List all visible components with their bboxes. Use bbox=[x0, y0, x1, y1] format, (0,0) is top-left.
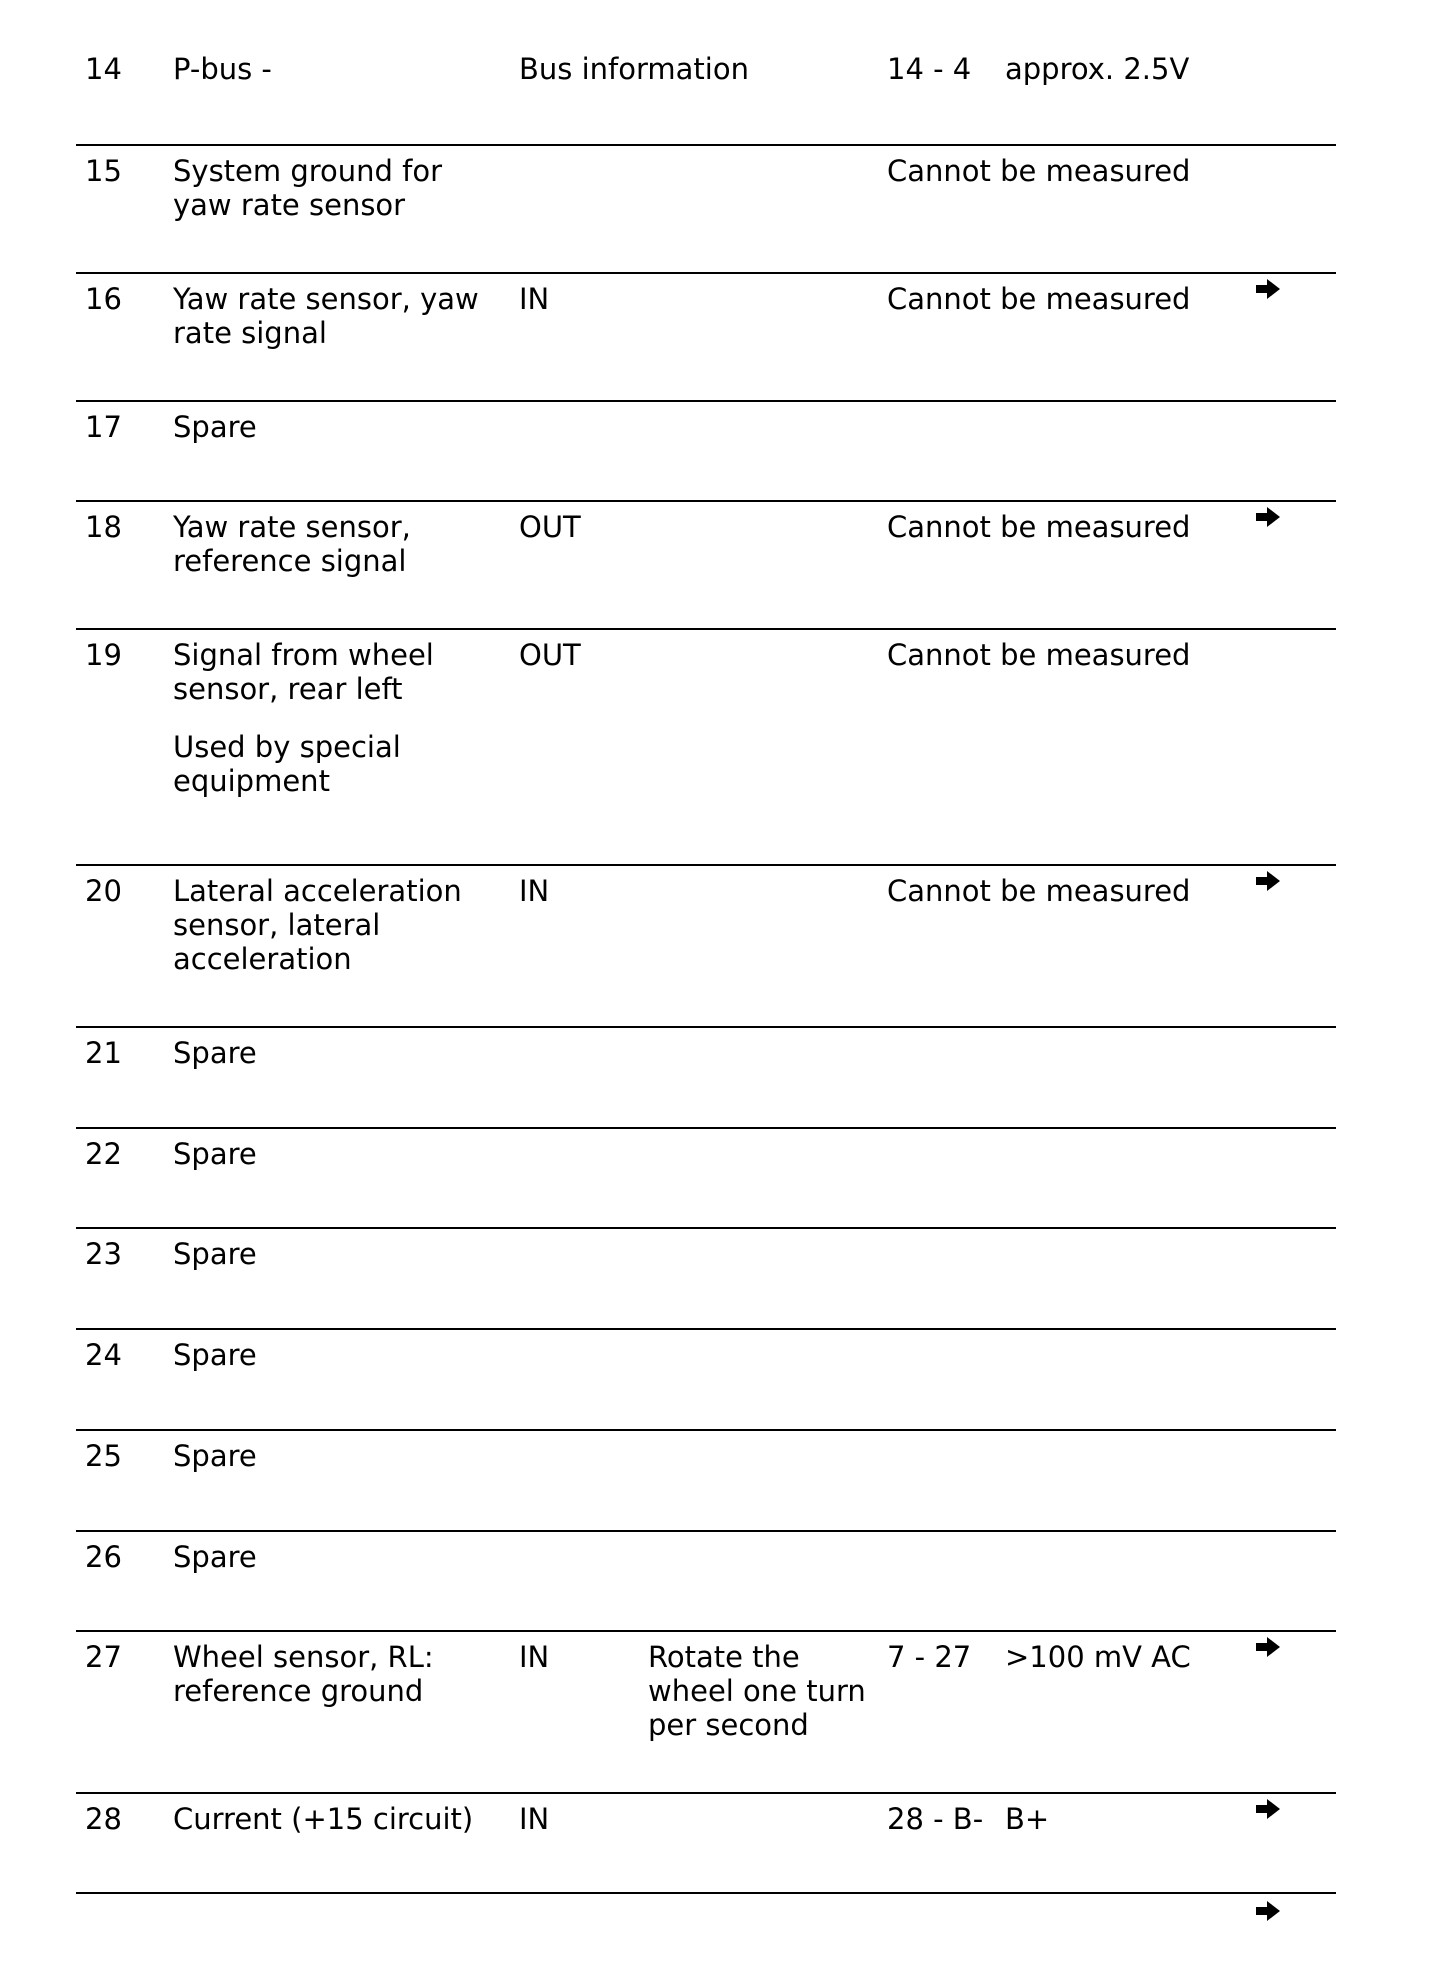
pin-number: 23 bbox=[85, 1237, 122, 1271]
pin-number: 28 bbox=[85, 1802, 122, 1836]
pin-description: Wheel sensor, RL: reference ground bbox=[173, 1640, 434, 1708]
measure-point: 28 - B- bbox=[887, 1802, 984, 1836]
table-row bbox=[76, 502, 1336, 630]
pin-description: P-bus - bbox=[173, 52, 272, 86]
pin-description: Spare bbox=[173, 1540, 257, 1574]
table-row bbox=[76, 146, 1336, 274]
table-row bbox=[76, 1330, 1336, 1431]
right-arrow-icon[interactable] bbox=[1254, 870, 1282, 892]
table-row bbox=[76, 1794, 1336, 1894]
measure-point: Cannot be measured bbox=[887, 874, 1191, 908]
pin-number: 14 bbox=[85, 52, 122, 86]
measure-point: Cannot be measured bbox=[887, 154, 1191, 188]
table-row bbox=[76, 1129, 1336, 1229]
pin-number: 19 bbox=[85, 638, 122, 672]
measure-point: 7 - 27 bbox=[887, 1640, 972, 1674]
table-row bbox=[76, 1229, 1336, 1330]
measure-point: 14 - 4 bbox=[887, 52, 972, 86]
pin-description: Current (+15 circuit) bbox=[173, 1802, 474, 1836]
table-row bbox=[76, 630, 1336, 866]
signal-direction: OUT bbox=[519, 510, 581, 544]
pin-number: 21 bbox=[85, 1036, 122, 1070]
bus-information: Bus information bbox=[519, 52, 749, 86]
pin-number: 22 bbox=[85, 1137, 122, 1171]
test-condition: Rotate the wheel one turn per second bbox=[648, 1640, 866, 1742]
measure-value: B+ bbox=[1005, 1802, 1050, 1836]
table-row bbox=[76, 1028, 1336, 1129]
pin-number: 18 bbox=[85, 510, 122, 544]
signal-direction: IN bbox=[519, 874, 550, 908]
right-arrow-icon[interactable] bbox=[1254, 278, 1282, 300]
signal-direction: OUT bbox=[519, 638, 581, 672]
table-row bbox=[76, 402, 1336, 502]
table-row bbox=[76, 866, 1336, 1028]
table-row bbox=[76, 1532, 1336, 1632]
pin-description: Yaw rate sensor, yaw rate signal bbox=[173, 282, 479, 350]
pin-description: Lateral acceleration sensor, lateral acceleration bbox=[173, 874, 462, 976]
measure-value: approx. 2.5V bbox=[1005, 52, 1190, 86]
pin-description: System ground for yaw rate sensor bbox=[173, 154, 443, 222]
pin-table bbox=[76, 0, 1336, 1894]
pin-number: 16 bbox=[85, 282, 122, 316]
pin-number: 15 bbox=[85, 154, 122, 188]
measure-point: Cannot be measured bbox=[887, 638, 1191, 672]
pin-description: Signal from wheel sensor, rear left Used by special equipment bbox=[173, 638, 434, 798]
pin-number: 20 bbox=[85, 874, 122, 908]
pin-number: 25 bbox=[85, 1439, 122, 1473]
signal-direction: IN bbox=[519, 282, 550, 316]
pin-description: Spare bbox=[173, 410, 257, 444]
right-arrow-icon[interactable] bbox=[1254, 1900, 1282, 1922]
measure-point: Cannot be measured bbox=[887, 282, 1191, 316]
right-arrow-icon[interactable] bbox=[1254, 1798, 1282, 1820]
right-arrow-icon[interactable] bbox=[1254, 506, 1282, 528]
right-arrow-icon[interactable] bbox=[1254, 1636, 1282, 1658]
measure-value: >100 mV AC bbox=[1005, 1640, 1191, 1674]
pin-description: Yaw rate sensor, reference signal bbox=[173, 510, 411, 578]
pin-description: Spare bbox=[173, 1137, 257, 1171]
table-row bbox=[76, 274, 1336, 402]
signal-direction: IN bbox=[519, 1802, 550, 1836]
table-row bbox=[76, 1431, 1336, 1532]
table-row bbox=[76, 0, 1336, 146]
pin-description: Spare bbox=[173, 1439, 257, 1473]
pin-description: Spare bbox=[173, 1338, 257, 1372]
measure-point: Cannot be measured bbox=[887, 510, 1191, 544]
pin-description: Spare bbox=[173, 1237, 257, 1271]
table-row bbox=[76, 1632, 1336, 1794]
signal-direction: IN bbox=[519, 1640, 550, 1674]
pin-number: 24 bbox=[85, 1338, 122, 1372]
pin-number: 26 bbox=[85, 1540, 122, 1574]
pin-number: 17 bbox=[85, 410, 122, 444]
pin-description: Spare bbox=[173, 1036, 257, 1070]
pin-number: 27 bbox=[85, 1640, 122, 1674]
